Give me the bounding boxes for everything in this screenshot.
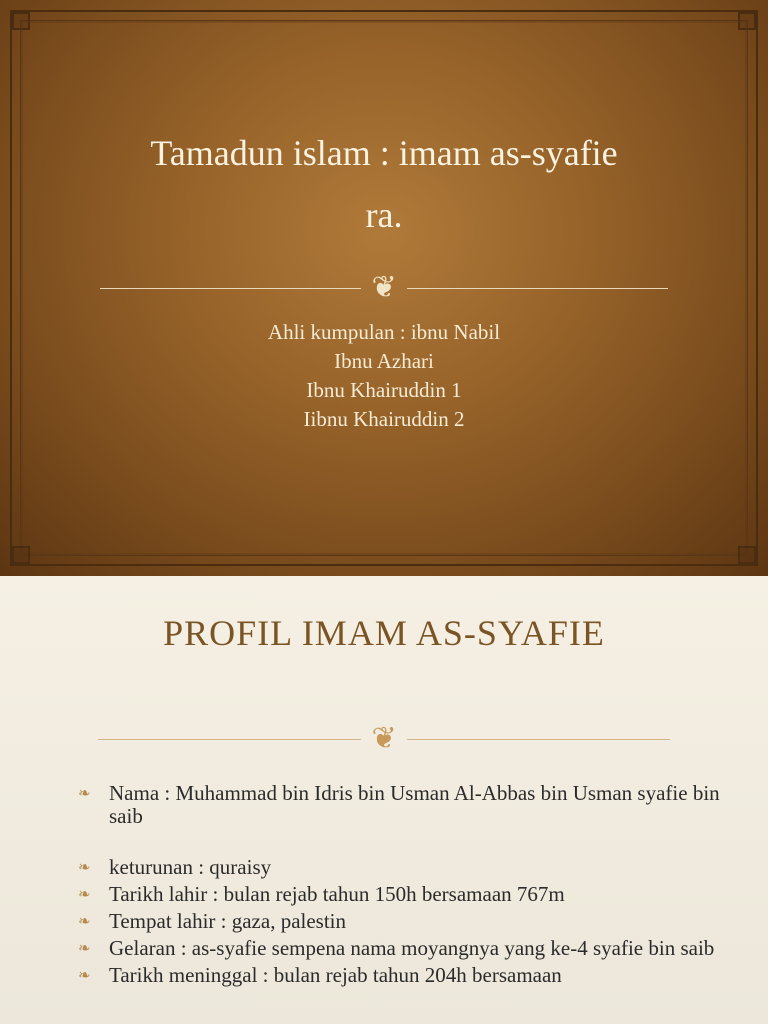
- corner-ornament: [12, 12, 30, 30]
- profile-slide: [0, 576, 768, 1024]
- ornament-bullet-icon: ❧: [78, 966, 91, 984]
- list-item: [78, 910, 728, 933]
- ornament-bullet-icon: ❧: [78, 885, 91, 903]
- list-item: [78, 856, 728, 879]
- title-line-1: Tamadun islam : imam as-syafie: [150, 133, 618, 173]
- corner-ornament: [738, 12, 756, 30]
- profile-bullet-list: [78, 782, 728, 991]
- member-line: Ahli kumpulan : ibnu Nabil: [267, 320, 501, 344]
- slide-heading: PROFIL IMAM AS-SYAFIE: [163, 613, 605, 653]
- ornament-icon: ❦: [371, 721, 397, 756]
- bullet-text: keturunan : quraisy: [109, 855, 272, 879]
- bullet-text: Tempat lahir : gaza, palestin: [109, 909, 347, 933]
- ornament-bullet-icon: ❧: [78, 784, 91, 802]
- member-line: Iibnu Khairuddin 2: [303, 407, 465, 431]
- bullet-text: Tarikh lahir : bulan rejab tahun 150h bersamaan 767m: [109, 882, 565, 906]
- divider-line-left: [98, 739, 361, 740]
- corner-ornament: [738, 546, 756, 564]
- heading-divider: [98, 721, 670, 756]
- bullet-text: Gelaran : as-syafie sempena nama moyangnya yang ke-4 syafie bin saib: [109, 936, 715, 960]
- ornament-bullet-icon: ❧: [78, 939, 91, 957]
- member-line: Ibnu Azhari: [334, 349, 434, 373]
- list-item: [78, 782, 728, 828]
- bullet-text: Tarikh meninggal : bulan rejab tahun 204h bersamaan: [109, 963, 562, 987]
- divider-line-right: [407, 288, 668, 289]
- member-line: Ibnu Khairuddin 1: [306, 378, 462, 402]
- list-item: [78, 883, 728, 906]
- title-line-2: ra.: [365, 195, 403, 235]
- ornament-bullet-icon: ❧: [78, 858, 91, 876]
- ornament-icon: ❦: [371, 270, 397, 305]
- divider-line-left: [100, 288, 361, 289]
- title-divider: [100, 270, 668, 305]
- divider-line-right: [407, 739, 670, 740]
- ornament-bullet-icon: ❧: [78, 912, 91, 930]
- list-item: [78, 937, 728, 960]
- slide-title: [60, 122, 708, 246]
- list-item: [78, 964, 728, 987]
- bullet-text: Nama : Muhammad bin Idris bin Usman Al-Abbas bin Usman syafie bin saib: [109, 781, 720, 828]
- corner-ornament: [12, 546, 30, 564]
- group-members: [60, 318, 708, 434]
